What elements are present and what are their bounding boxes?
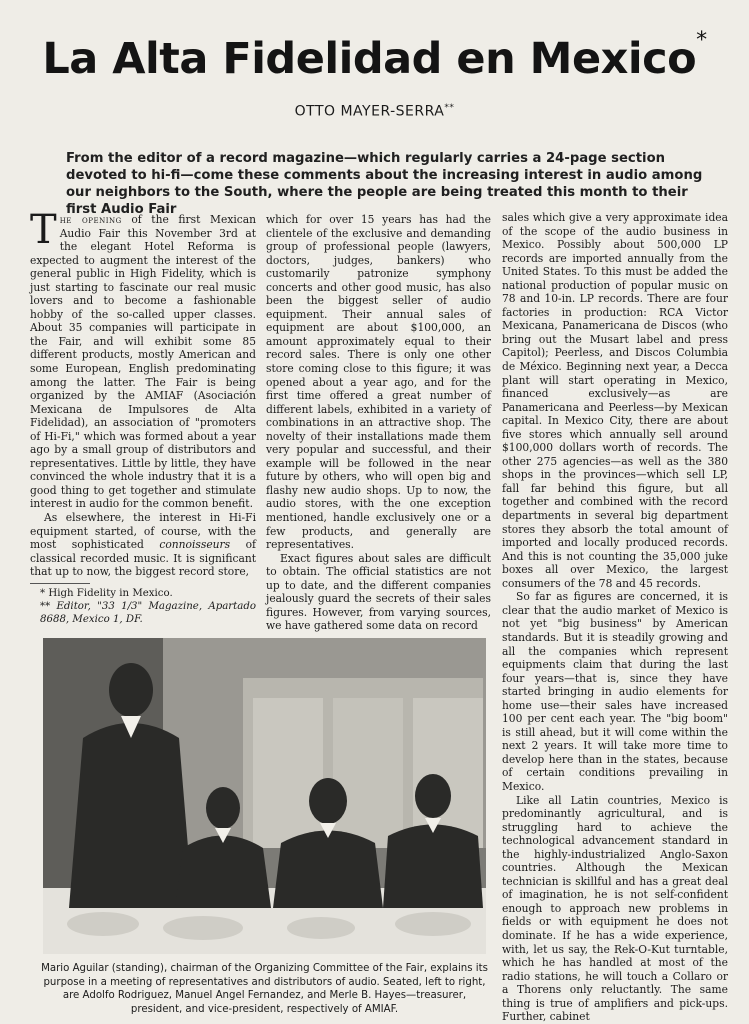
body-column-3	[502, 211, 728, 1024]
body-column-1	[30, 207, 257, 626]
paragraph: Exact figures about sales are difficult to obtain. The official statistics are not up to date, and the different companies jealously guard the secrets of their sales figures. However, from varying sources, we have gathered some data on record	[266, 551, 491, 633]
author-name: OTTO MAYER-SERRA	[294, 103, 445, 120]
title-text: La Alta Fidelidad en Mexico	[42, 34, 697, 84]
title-footnote-mark: *	[696, 28, 707, 53]
paragraph: Like all Latin countries, Mexico is predominantly agricultural, and is struggling hard to achieve the technological advancement standard in the highly-industrialized Anglo-Saxon countries. Although the Mexican technician is skillful and has a great deal of imagination, he is not self-confident enough to approach new problems in fields or with equipment he does not dominate. If he has a wide experience, with, let us say, the Rek-O-Kut turntable, which he has handled at most of the radio stations, he will touch a Collaro or a Thorens only reluctantly. The same thing is true of amplifiers and pick-ups. Further, cabinet	[502, 793, 728, 1024]
paragraph-text: of the first Mexican Audio Fair this November 3rd at the elegant Hotel Reforma is expected to augment the interest of the general public in High Fidelity, which is just starting to fascinate our real music lovers and to become a fashionable hobby of the so-called upper classes. About 35 companies will participate in the Fair, and will exhibit some 85 different products, mostly American and some European, English predominating among the latter. The Fair is being organized by the AMIAF (Asociación Mexicana de Impulsores de Alta Fidelidad), an association of "promoters of Hi-Fi," which was formed about a year ago by a small group of distributors and representatives. Little by little, they have convinced the whole industry that it is a good thing to get together and stimulate interest in audio for the common benefit.	[30, 213, 257, 511]
author-footnote-mark: **	[444, 103, 455, 113]
paragraph: which for over 15 years has had the clientele of the exclusive and demanding group of professional people (lawyers, doctors, judges, bankers) who customarily patronize symphony concerts and other good music, has also been the biggest seller of audio equipment. Their annual sales of equipment are about $100,000, an amount approximately equal to their record sales. There is only one other store coming close to this figure; it was opened about a year ago, and for the first time offered a great number of different labels, exhibited in a variety of combinations in an attractive shop. The novelty of their installations made them very popular and successful, and their example will be followed in the near future by others, who will open big and flashy new audio shops. Up to now, the audio stores, with the one exception mentioned, handle exclusively one or a few products, and generally are representatives.	[266, 213, 491, 552]
paragraph	[30, 511, 256, 579]
drop-cap: T	[30, 207, 57, 253]
footnote-rule	[30, 583, 90, 584]
footnote-2-text: ** Editor, "33 1/3" Magazine, Apartado 8688, Mexico 1, DF.	[40, 600, 256, 625]
paragraph: sales which give a very approximate idea of the scope of the audio business in Mexico. Possibly about 500,000 LP records are imported annually from the United States. To this must be added the national production of popular music on 78 and 10-in. LP records. There are four factories in production: RCA Victor Mexicana, Panamericana de Discos (who bring out the Musart label and press Capitol); Peerless, and Discos Columbia de México. Beginning next year, a Decca plant will start operating in Mexico, financed exclusively—as are Panamericana and Peerless—by Mexican capital. In Mexico City, there are about five stores which annually sell around $100,000 dollars worth of records. The other 275 agencies—as well as the 380 shops in the provinces—which sell LP, fall far behind this figure, but all together and combined with the record departments in several big department stores they absorb the total amount of imported and locally produced records. And this is not counting the 35,000 juke boxes all over Mexico, the largest consumers of the 78 and 45 records.	[502, 211, 728, 590]
lead-in: he opening	[59, 213, 122, 226]
footnote-1: * High Fidelity in Mexico.	[40, 587, 173, 599]
article-deck: From the editor of a record magazine—which regularly carries a 24-page section devoted to hi-fi—come these comments about the increasing interest in audio among our neighbors to the South, where the people are being treated this month to their first Audio Fair	[66, 151, 703, 217]
photo-caption: Mario Aguilar (standing), chairman of the Organizing Committee of the Fair, explains its purpose in a meeting of representatives and distributors of audio. Seated, left to right, are Adolfo Rodriguez, Manuel Angel Fernandez, and Merle B. Hayes—treasurer, president, and vice-president, respectively of AMIAF.	[41, 963, 488, 1015]
body-column-2	[266, 213, 491, 633]
paragraph: So far as figures are concerned, it is clear that the audio market of Mexico is not yet "big business" by American standards. But it is steadily growing and all the companies which represent equipments claim that during the last four years—that is, since they have started bringing in audio elements for home use—their sales have increased 100 per cent each year. The "big boom" is still ahead, but it will come within the next 2 years. It will take more time to develop here than in the states, because of certain conditions prevailing in Mexico.	[502, 590, 728, 793]
paragraph-text: of classical recorded music. It is significant that up to now, the biggest record store,	[30, 538, 256, 579]
paragraph-text: As elsewhere, the interest in Hi-Fi equipment started, of course, with the most sophisticated	[30, 511, 256, 552]
footnote-2	[30, 600, 256, 626]
meeting-photo-illustration	[43, 638, 486, 954]
meeting-photo	[43, 638, 486, 954]
article-title	[0, 28, 749, 84]
italic-word: connoisseurs	[159, 538, 231, 552]
paragraph	[30, 207, 257, 511]
author-byline	[0, 103, 749, 120]
